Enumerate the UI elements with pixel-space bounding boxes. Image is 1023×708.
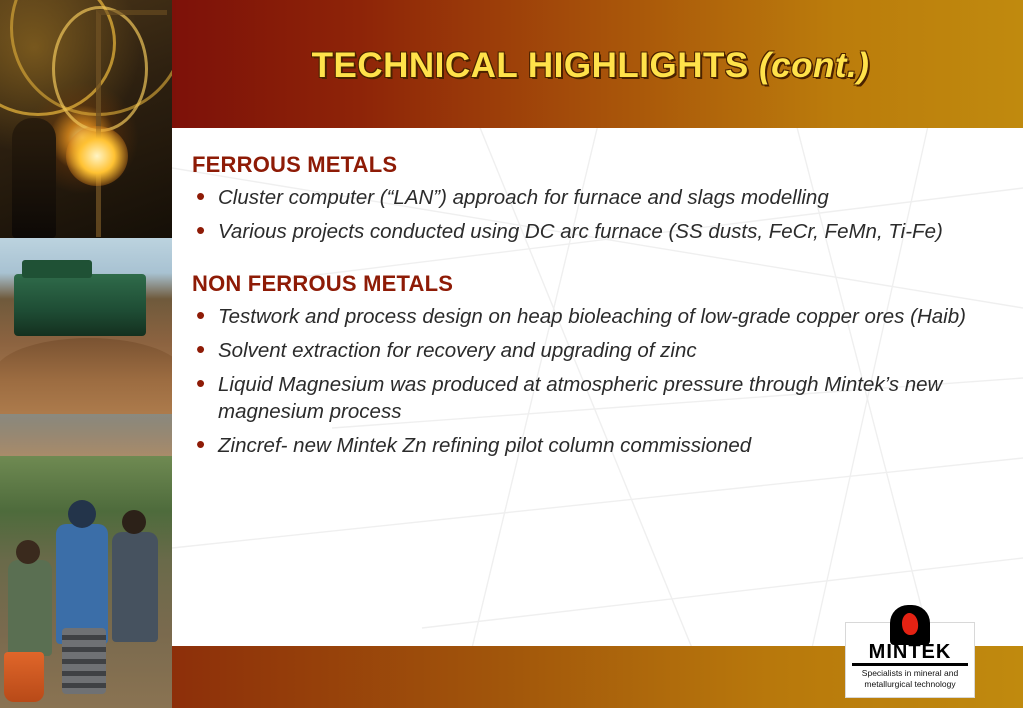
photo-furnace — [0, 0, 172, 238]
flame-icon — [890, 605, 930, 645]
photo-strip — [0, 0, 172, 708]
worker-right — [112, 532, 158, 642]
furnace-vessel — [12, 118, 56, 238]
list-item-text: Testwork and process design on heap bioleaching of low-grade copper ores (Haib) — [218, 305, 966, 328]
worker-right-head — [122, 510, 146, 534]
list-item — [192, 368, 1007, 425]
bullet-icon: • — [196, 429, 206, 459]
furnace-frame — [96, 10, 167, 237]
stacked-drum — [62, 628, 106, 694]
list-item-text: Various projects conducted using DC arc furnace (SS dusts, FeCr, FeMn, Ti-Fe) — [218, 220, 943, 243]
bullet-icon: • — [196, 368, 206, 398]
section-heading-ferrous: FERROUS METALS — [192, 152, 398, 177]
logo-divider — [852, 663, 968, 666]
list-item — [192, 181, 1007, 211]
water-pool — [0, 414, 172, 456]
list-item — [192, 215, 1007, 245]
bullet-icon: • — [196, 215, 206, 245]
slide-header-band — [172, 0, 1023, 128]
bullet-icon: • — [196, 181, 206, 211]
mintek-logo — [845, 622, 975, 698]
orange-bucket — [4, 652, 44, 702]
slide-body — [172, 128, 1023, 646]
logo-tagline — [846, 668, 974, 690]
section-heading-non-ferrous: NON FERROUS METALS — [192, 271, 454, 296]
photo-field-workers — [0, 456, 172, 708]
worker-left-head — [16, 540, 40, 564]
photo-mining-machinery — [0, 238, 172, 456]
list-item-text: Liquid Magnesium was produced at atmospheric pressure through Mintek’s new magnesium process — [218, 373, 943, 423]
molten-metal-glow — [66, 126, 128, 186]
list-item-text: Zincref- new Mintek Zn refining pilot column commissioned — [218, 434, 752, 457]
logo-wordmark: MINTEK — [868, 641, 952, 663]
worker-center-head — [68, 500, 96, 528]
logo-tagline-line1: Specialists in mineral and — [861, 668, 959, 678]
body-content — [192, 152, 1007, 466]
page-title-main: TECHNICAL HIGHLIGHTS — [311, 46, 759, 85]
list-item-text: Solvent extraction for recovery and upgrading of zinc — [218, 339, 697, 362]
bullet-icon: • — [196, 334, 206, 364]
list-item — [192, 334, 1007, 364]
list-item — [192, 300, 1007, 330]
bullet-icon: • — [196, 300, 206, 330]
page-title — [172, 46, 1009, 86]
worker-center — [56, 524, 108, 644]
list-item-text: Cluster computer (“LAN”) approach for furnace and slags modelling — [218, 186, 829, 209]
flame-shape — [901, 612, 919, 636]
green-machine — [14, 274, 146, 336]
worker-left — [8, 560, 52, 656]
list-item — [192, 429, 1007, 459]
logo-tagline-line2: metallurgical technology — [864, 679, 956, 689]
page-title-continued: (cont.) — [758, 46, 870, 85]
